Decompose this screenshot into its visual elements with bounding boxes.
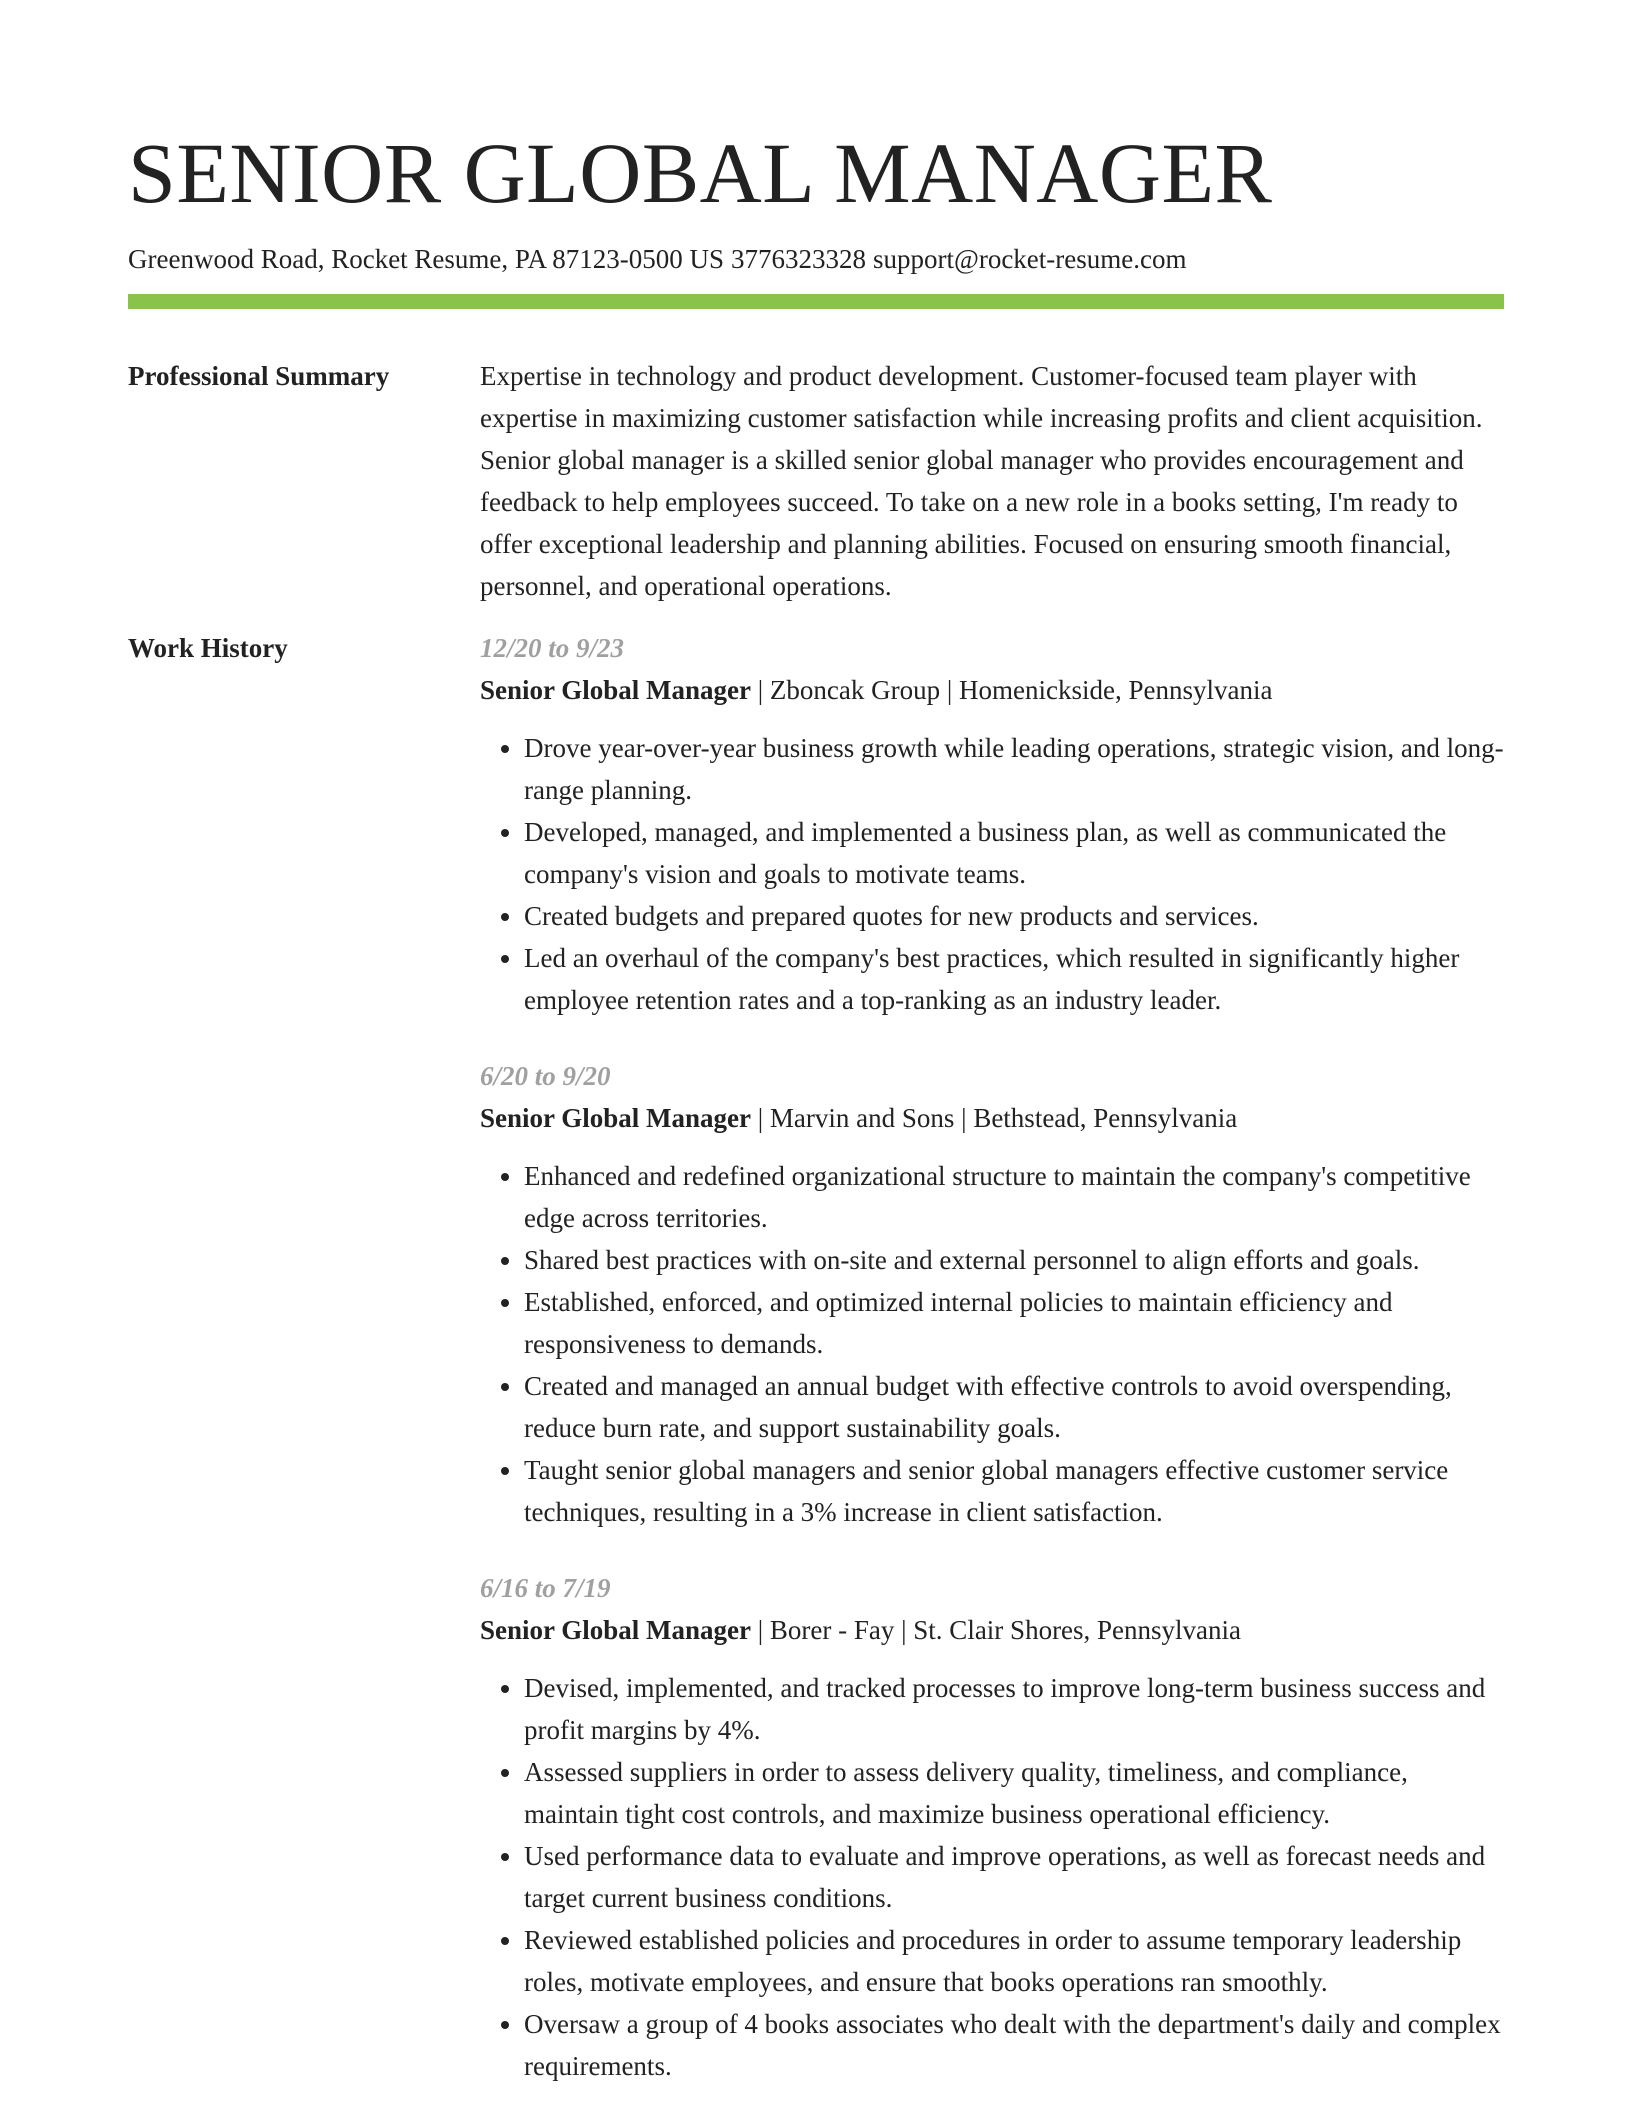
job-entry <box>480 1055 1504 1533</box>
job-employer-location: | Borer - Fay | St. Clair Shores, Pennsylvania <box>751 1615 1242 1645</box>
job-bullet: • Developed, managed, and implemented a business plan, as well as communicated the company's vision and goals to motivate teams. <box>524 811 1504 895</box>
job-bullet: • Drove year-over-year business growth while leading operations, strategic vision, and long-range planning. <box>524 727 1504 811</box>
job-employer-location: | Marvin and Sons | Bethstead, Pennsylvania <box>751 1103 1238 1133</box>
job-bullet: • Led an overhaul of the company's best practices, which resulted in significantly higher employee retention rates and a top-ranking as an industry leader. <box>524 937 1504 1021</box>
contact-line <box>128 242 1504 276</box>
job-dates: 6/16 to 7/19 <box>480 1573 611 1603</box>
header-accent-rule <box>128 294 1504 309</box>
resume-name: SENIOR GLOBAL MANAGER <box>128 125 1273 221</box>
work-history-section <box>128 633 1504 2121</box>
job-title-line <box>480 1609 1504 1651</box>
job-bullet: • Enhanced and redefined organizational structure to maintain the company's competitive edge across territories. <box>524 1155 1504 1239</box>
job-title-line <box>480 1097 1504 1139</box>
job-entry <box>480 1567 1504 2087</box>
job-bullet: • Devised, implemented, and tracked processes to improve long-term business success and profit margins by 4%. <box>524 1667 1504 1751</box>
contact-phone: 3776323328 <box>730 244 866 274</box>
job-title: Senior Global Manager <box>480 675 752 705</box>
job-bullet-list <box>480 1667 1504 2087</box>
job-bullet: • Assessed suppliers in order to assess delivery quality, timeliness, and compliance, maintain tight cost controls, and maximize business operational efficiency. <box>524 1751 1504 1835</box>
job-bullet-list <box>480 727 1504 1021</box>
job-bullet: • Created and managed an annual budget with effective controls to avoid overspending, reduce burn rate, and support sustainability goals. <box>524 1365 1504 1449</box>
resume-page <box>128 0 1504 2121</box>
job-bullet: • Oversaw a group of 4 books associates who dealt with the department's daily and complex requirements. <box>524 2003 1504 2087</box>
job-bullet: • Created budgets and prepared quotes for new products and services. <box>524 895 1504 937</box>
job-dates: 6/20 to 9/20 <box>480 1061 611 1091</box>
job-bullet: • Shared best practices with on-site and external personnel to align efforts and goals. <box>524 1239 1504 1281</box>
summary-text: Expertise in technology and product development. Customer-focused team player with expertise in maximizing customer satisfaction while increasing profits and client acquisition. Senior global manager is a skilled senior global manager who provides encouragement and feedback to help employees succeed. To take on a new role in a books setting, I'm ready to offer exceptional leadership and planning abilities. Focused on ensuring smooth financial, personnel, and operational operations. <box>480 361 1483 601</box>
contact-address: Greenwood Road, Rocket Resume, PA 87123-0500 US <box>128 244 724 274</box>
job-bullet: • Reviewed established policies and procedures in order to assume temporary leadership roles, motivate employees, and ensure that books operations ran smoothly. <box>524 1919 1504 2003</box>
job-title-line <box>480 669 1504 711</box>
section-heading-work: Work History <box>128 633 288 663</box>
job-employer-location: | Zboncak Group | Homenickside, Pennsylvania <box>751 675 1273 705</box>
work-history-body <box>480 627 1504 2121</box>
summary-body <box>480 355 1504 607</box>
job-entry <box>480 627 1504 1021</box>
job-title: Senior Global Manager <box>480 1103 752 1133</box>
job-bullet: • Taught senior global managers and senior global managers effective customer service techniques, resulting in a 3% increase in client satisfaction. <box>524 1449 1504 1533</box>
section-heading-summary: Professional Summary <box>128 361 390 391</box>
job-bullet: • Used performance data to evaluate and improve operations, as well as forecast needs and target current business conditions. <box>524 1835 1504 1919</box>
job-bullet: • Established, enforced, and optimized internal policies to maintain efficiency and responsiveness to demands. <box>524 1281 1504 1365</box>
professional-summary-section <box>128 361 1504 607</box>
contact-email: support@rocket-resume.com <box>872 244 1187 274</box>
job-title: Senior Global Manager <box>480 1615 752 1645</box>
job-bullet-list <box>480 1155 1504 1533</box>
job-dates: 12/20 to 9/23 <box>480 633 625 663</box>
